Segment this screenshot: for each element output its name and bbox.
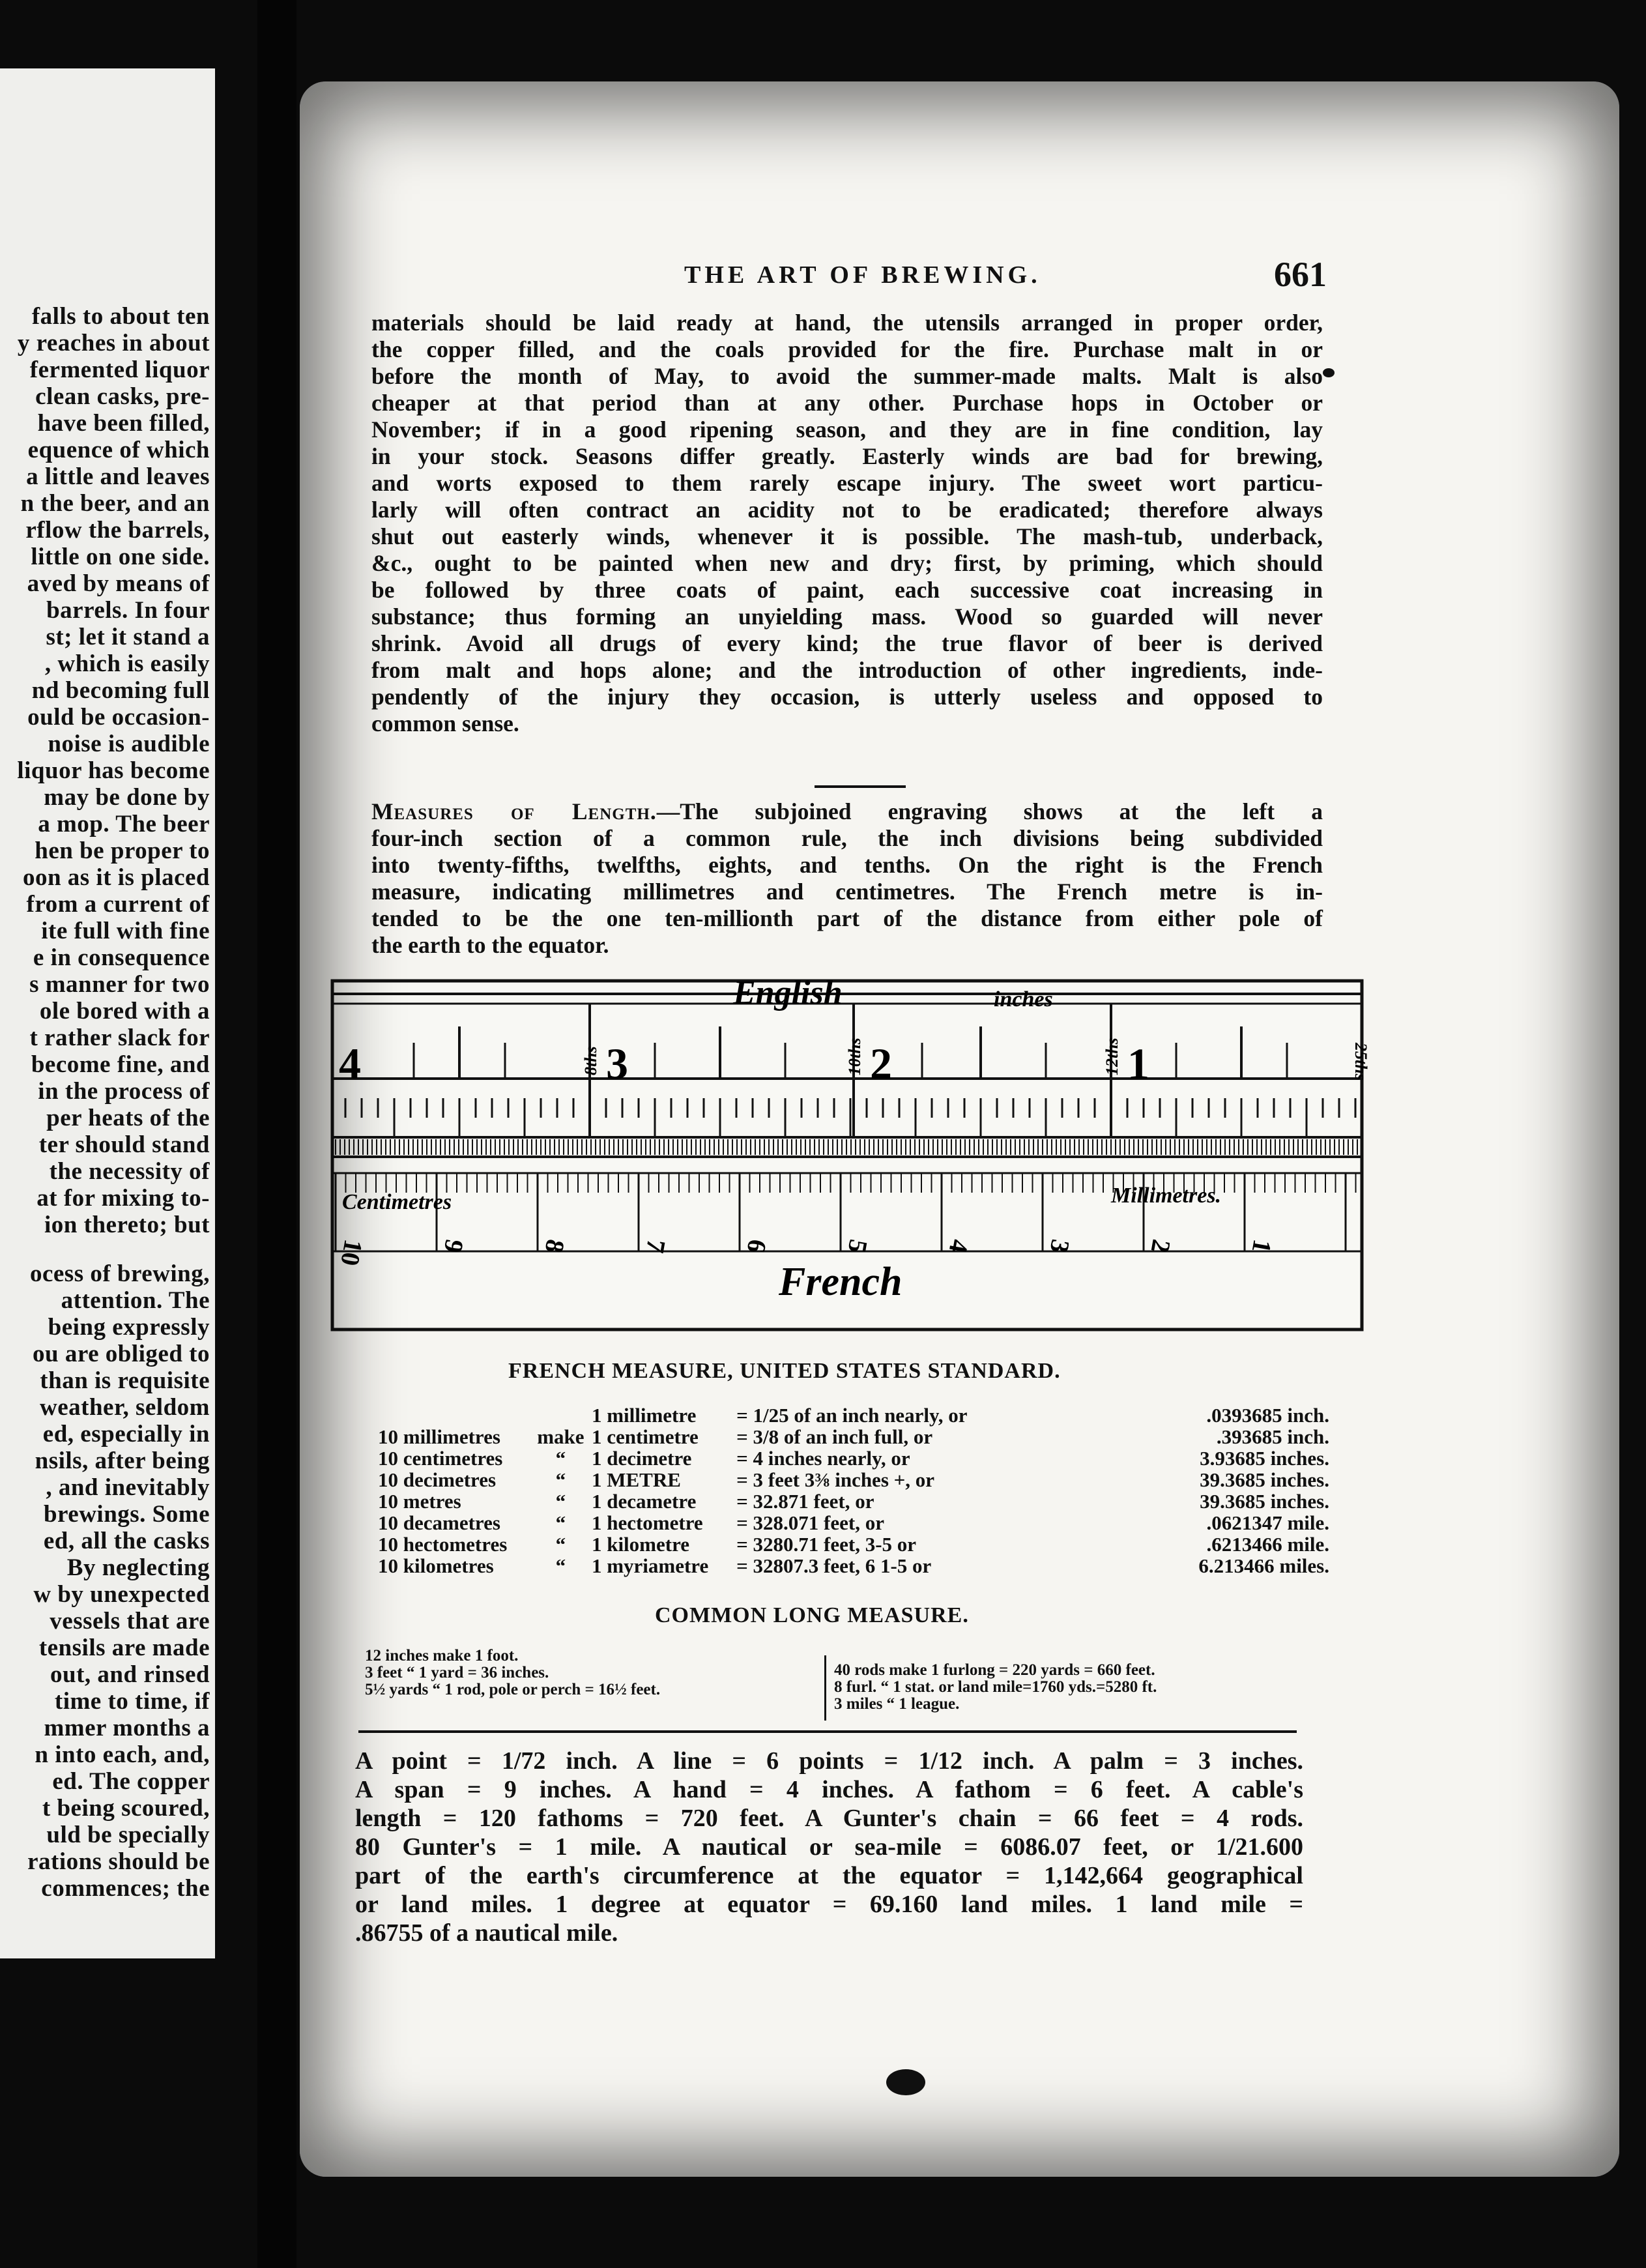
clm-row: 5½ yards “ 1 rod, pole or perch = 16½ feet. [365,1681,661,1698]
measures-heading: Measures of Length. [371,798,657,824]
french-measure-value: 39.3685 inches. [1200,1468,1329,1491]
french-measure-ditto: “ [555,1511,566,1534]
french-measure-row [378,1534,1329,1555]
measures-of-length-paragraph [371,798,1323,959]
common-long-measure-title: COMMON LONG MEASURE. [655,1603,969,1627]
left-page-line: oon as it is placed [22,864,210,891]
cm-number: 9 [438,1237,470,1255]
french-measure-row [378,1426,1329,1447]
french-measure-value: 3.93685 inches. [1200,1447,1329,1470]
left-facing-page [0,68,215,1958]
french-measure-value: 39.3685 inches. [1200,1490,1329,1513]
running-title: THE ART OF BREWING. [684,261,1041,289]
millimetres-label: Millimetres. [1111,1184,1222,1208]
left-page-line: equence of which [27,437,210,463]
paragraph-line: shrink. Avoid all drugs of every kind; the true flavor of beer is derived [371,630,1323,656]
side-label: 8ths [581,1046,600,1075]
inch-number: 4 [339,1039,361,1088]
clm-row: 40 rods make 1 furlong = 220 yards = 660 feet. [834,1661,1155,1679]
definition-line: A point = 1/72 inch. A line = 6 points = 1/12 inch. A palm = 3 inches. [355,1747,1303,1775]
english-label: English [733,974,843,1011]
french-measure-row [378,1404,1329,1426]
left-page-line: out, and rinsed [50,1661,210,1688]
paragraph-line: November; if in a good ripening season, and they are in fine condition, lay [371,416,1323,443]
ruler-engraving [329,974,1370,1333]
definition-line: .86755 of a nautical mile. [355,1919,618,1947]
french-measure-lhs: 10 metres [378,1490,461,1513]
french-measure-value: .0393685 inch. [1206,1404,1329,1427]
left-page-line: ocess of brewing, [29,1260,210,1287]
french-measure-lhs: 10 kilometres [378,1554,494,1577]
left-page-line: vessels that are [50,1608,210,1635]
french-measure-ditto: “ [555,1554,566,1577]
page-number: 661 [1274,255,1327,294]
left-page-line: y reaches in about [17,330,210,356]
inch-number: 3 [606,1039,628,1088]
french-measure-lhs: 10 hectometres [378,1533,508,1556]
cm-number: 6 [741,1237,773,1255]
french-measure-unit: 1 kilometre [591,1533,690,1556]
left-page-line: n the beer, and an [20,490,210,517]
brewing-paragraph [371,310,1323,737]
french-measure-eq: = 3/8 of an inch full, or [736,1425,933,1448]
inches-label: inches [994,987,1053,1011]
french-measure-eq: = 32807.3 feet, 6 1-5 or [736,1554,932,1577]
french-measure-ditto: “ [555,1490,566,1513]
french-measure-ditto: make [537,1425,585,1448]
clm-row: 3 miles “ 1 league. [834,1695,960,1713]
left-page-line: a mop. The beer [38,811,210,837]
cm-number: 8 [539,1237,571,1255]
left-page-line: , and inevitably [46,1474,210,1501]
measures-definitions-paragraph [355,1747,1303,1947]
left-page-line: at for mixing to- [36,1185,210,1212]
french-measure-ditto: “ [555,1447,566,1470]
paragraph-line: cheaper at that period than at any other. Purchase hops in October or [371,390,1323,416]
centimetres-label: Centimetres [342,1190,452,1214]
left-page-line: being expressly [48,1314,210,1341]
french-measure-table [378,1404,1329,1577]
measures-line: four-inch section of a common rule, the inch divisions being subdivided [371,825,1323,851]
french-measure-value: .6213466 mile. [1206,1533,1329,1556]
left-page-line: the necessity of [49,1158,210,1185]
french-measure-unit: 1 hectometre [591,1511,703,1534]
left-page-line: may be done by [44,784,210,811]
measures-line: —The subjoined engraving shows at the left a [656,798,1323,824]
paragraph-line: in your stock. Seasons differ greatly. Easterly winds are bad for brewing, [371,443,1323,469]
french-measure-lhs [378,1404,530,1426]
left-page-line: than is requisite [40,1367,210,1394]
definition-line: length = 120 fathoms = 720 feet. A Gunter's chain = 66 feet = 4 rods. [355,1805,1303,1832]
left-page-column [0,303,210,1902]
left-page-line: By neglecting [66,1554,210,1581]
french-measure-unit: 1 decametre [591,1490,697,1513]
measures-line: measure, indicating millimetres and centimetres. The French metre is in- [371,879,1323,905]
cm-number: 10 [335,1237,369,1268]
left-page-line: become fine, and [31,1051,210,1078]
french-measure-unit: 1 decimetre [591,1447,692,1470]
section-rule [815,785,906,788]
french-measure-eq: = 3280.71 feet, 3-5 or [736,1533,917,1556]
left-page-line: liquor has become [17,757,210,784]
left-page-line: clean casks, pre- [35,383,210,410]
french-measure-eq: = 1/25 of an inch nearly, or [736,1404,968,1427]
french-measure-ditto: “ [555,1468,566,1491]
paragraph-line: the copper filled, and the coals provided for the fire. Purchase malt in or [371,336,1323,362]
measures-line: tended to be the one ten-millionth part of the distance from either pole of [371,905,1323,931]
left-page-line: t being scoured, [42,1795,210,1822]
left-page-line: attention. The [61,1287,210,1314]
ink-blot [886,2069,925,2095]
cm-number: 5 [842,1237,874,1255]
left-page-line: uld be specially [46,1822,210,1848]
french-measure-ditto [530,1404,592,1426]
french-measure-row [378,1469,1329,1490]
french-measure-unit: 1 centimetre [591,1425,699,1448]
left-page-line: ould be occasion- [27,704,210,731]
left-page-line: rations should be [27,1848,210,1875]
left-page-line: noise is audible [48,731,210,757]
left-page-line: ter should stand [38,1131,210,1158]
paragraph-line: before the month of May, to avoid the summer-made malts. Malt is also [371,363,1323,389]
left-page-line: n into each, and, [35,1741,210,1768]
measures-line: into twenty-fifths, twelfths, eights, and tenths. On the right is the French [371,852,1323,878]
cm-number: 7 [640,1237,672,1255]
paragraph-line: common sense. [371,710,519,736]
definition-line: or land miles. 1 degree at equator = 69.160 land miles. 1 land mile = [355,1891,1303,1918]
left-page-line: tensils are made [38,1635,210,1661]
left-page-line: barrels. In four [46,597,210,624]
french-label: French [779,1260,902,1304]
left-page-line: per heats of the [46,1105,210,1131]
left-page-line: s manner for two [29,971,210,998]
french-measure-row [378,1490,1329,1512]
french-measure-lhs: 10 decimetres [378,1468,497,1491]
clm-row: 12 inches make 1 foot. [365,1647,519,1665]
column-separator [824,1655,826,1721]
french-measure-value: 6.213466 miles. [1198,1554,1329,1577]
paragraph-line: from malt and hops alone; and the introduction of other ingredients, inde- [371,657,1323,683]
left-page-line: in the process of [38,1078,210,1105]
left-page-line: ole bored with a [39,998,210,1025]
left-page-line: have been filled, [37,410,210,437]
left-page-line: ite full with fine [41,918,210,944]
french-measure-eq: = 328.071 feet, or [736,1511,884,1534]
side-label: 25ths [1351,1043,1370,1081]
left-page-line: ed. The copper [52,1768,210,1795]
left-page-line: rflow the barrels, [25,517,210,544]
paragraph-line: be followed by three coats of paint, each successive coat increasing in [371,577,1323,603]
left-page-line: brewings. Some [43,1501,210,1528]
left-page-line: nsils, after being [35,1447,210,1474]
definition-line: part of the earth's circumference at the equator = 1,142,664 geographical [355,1862,1303,1889]
side-label: 12ths [1103,1038,1121,1075]
left-page-line: mmer months a [44,1715,210,1741]
french-measure-eq: = 3 feet 3⅜ inches +, or [736,1468,935,1491]
french-measure-lhs: 10 millimetres [378,1425,500,1448]
left-page-line: e in consequence [33,944,210,971]
inch-number: 1 [1127,1039,1149,1088]
paragraph-line: substance; thus forming an unyielding mass. Wood so guarded will never [371,603,1323,630]
cm-number: 3 [1044,1237,1076,1255]
french-measure-lhs: 10 decametres [378,1511,500,1534]
common-long-measure-left [365,1648,660,1698]
ink-blot [1323,368,1335,377]
french-measure-lhs: 10 centimetres [378,1447,503,1470]
left-page-line [0,1238,210,1260]
left-page-line: falls to about ten [31,303,210,330]
measures-line: the earth to the equator. [371,932,609,958]
paragraph-line: materials should be laid ready at hand, the utensils arranged in proper order, [371,310,1323,336]
paragraph-line: pendently of the injury they occasion, is utterly useless and opposed to [371,684,1323,710]
left-page-line: ed, all the casks [43,1528,210,1554]
left-page-line: little on one side. [31,544,210,570]
left-page-line: time to time, if [54,1688,210,1715]
french-measure-row [378,1447,1329,1469]
paragraph-line: shut out easterly winds, whenever it is possible. The mash-tub, underback, [371,523,1323,549]
paragraph-line: and worts exposed to them rarely escape injury. The sweet wort particu- [371,470,1323,496]
cm-number: 2 [1145,1237,1177,1255]
clm-row: 8 furl. “ 1 stat. or land mile=1760 yds.=5280 ft. [834,1678,1157,1696]
left-page-line: aved by means of [27,570,210,597]
french-measure-row [378,1512,1329,1534]
left-page-line: ion thereto; but [44,1212,210,1238]
main-page [300,81,1619,2177]
left-page-line: weather, seldom [40,1394,210,1421]
left-page-line: , which is easily [44,650,210,677]
french-measure-row [378,1555,1329,1577]
french-measure-unit: 1 myriametre [591,1554,709,1577]
left-page-line: w by unexpected [33,1581,210,1608]
french-measure-value: .0621347 mile. [1206,1511,1329,1534]
left-page-line: ou are obliged to [33,1341,210,1367]
french-measure-ditto: “ [555,1533,566,1556]
definition-line: A span = 9 inches. A hand = 4 inches. A fathom = 6 feet. A cable's [355,1776,1303,1803]
left-page-line: fermented liquor [29,356,210,383]
french-measure-value: .393685 inch. [1216,1425,1329,1448]
french-measure-eq: = 4 inches nearly, or [736,1447,910,1470]
french-measure-title: FRENCH MEASURE, UNITED STATES STANDARD. [508,1359,1061,1383]
french-measure-unit: 1 millimetre [591,1404,697,1427]
definition-line: 80 Gunter's = 1 mile. A nautical or sea-mile = 6086.07 feet, or 1/21.600 [355,1833,1303,1861]
left-page-line: nd becoming full [31,677,210,704]
left-page-line: a little and leaves [26,463,210,490]
left-page-line: from a current of [26,891,210,918]
common-long-measure-right [834,1662,1157,1713]
table-rule [358,1730,1297,1733]
page-gutter [257,0,296,2268]
cm-number: 1 [1246,1237,1278,1255]
left-page-line: t rather slack for [29,1025,210,1051]
left-page-line: hen be proper to [35,837,210,864]
inch-number: 2 [870,1039,892,1088]
left-page-line: ed, especially in [42,1421,210,1447]
french-measure-eq: = 32.871 feet, or [736,1490,874,1513]
left-page-line: commences; the [41,1875,210,1902]
cm-number: 4 [943,1237,975,1255]
left-page-line: st; let it stand a [46,624,210,650]
clm-row: 3 feet “ 1 yard = 36 inches. [365,1664,549,1681]
side-label: 10ths [845,1038,864,1075]
paragraph-line: larly will often contract an acidity not to be eradicated; therefore always [371,497,1323,523]
paragraph-line: &c., ought to be painted when new and dry; first, by priming, which should [371,550,1323,576]
french-measure-unit: 1 METRE [591,1468,681,1491]
